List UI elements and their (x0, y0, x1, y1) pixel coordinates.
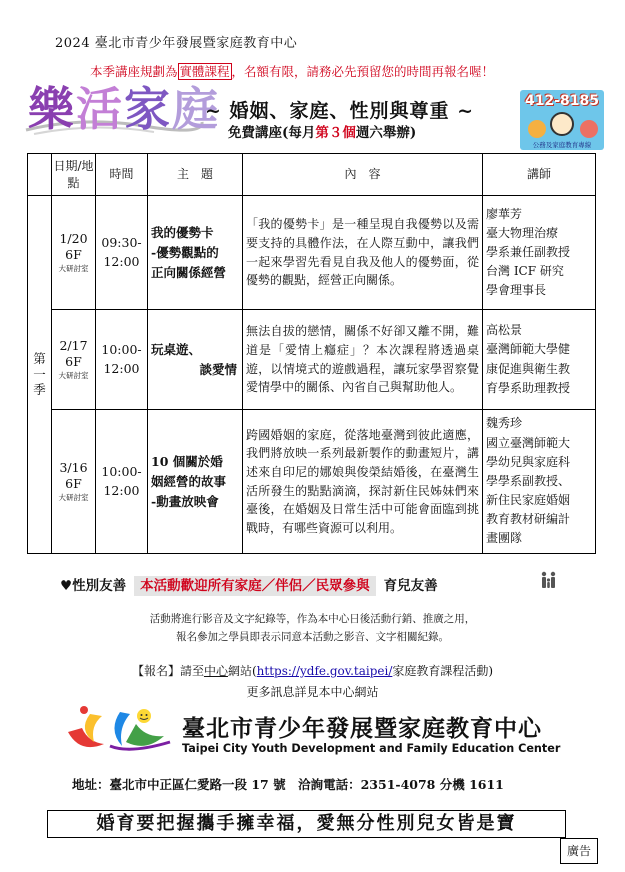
hotline-number: 412-8185 (525, 93, 599, 109)
brand-char-2: 活 (76, 82, 124, 136)
header-season (28, 154, 52, 196)
session-date-cell (52, 196, 96, 310)
table-row (28, 196, 596, 310)
disclaimer-line-1: 活動將進行影音及文字紀錄等，作為本中心日後活動行銷、推廣之用， (149, 613, 476, 625)
register-line-2: 更多訊息詳見本中心網站 (246, 685, 379, 699)
session-topic: 10 個關於婚 姻經營的故事 -動畫放映會 (148, 410, 243, 554)
welcome-highlight: 本活動歡迎所有家庭／伴侶／民眾參與 (134, 576, 376, 596)
session-floor: 6F (65, 354, 82, 370)
family-icon (539, 570, 559, 590)
header-time: 時間 (96, 154, 148, 196)
table-row (28, 410, 596, 554)
session-time-cell (96, 310, 148, 410)
notice-boxed-text: 實體課程 (179, 64, 230, 79)
session-date: 2/17 (59, 337, 88, 353)
header-content: 內 容 (243, 154, 483, 196)
table-header-row (28, 154, 596, 196)
session-lecturer: 魏秀珍 國立臺灣師範大 學幼兒與家庭科 學學系副教授、 新住民家庭婚姻 教育教材研編計 畫團隊 (483, 410, 596, 554)
time-start: 09:30- (101, 235, 142, 251)
session-time-cell (96, 196, 148, 310)
session-topic: 我的優勢卡 -優勢觀點的 正向關係經營 (148, 196, 243, 310)
register-line-1 (0, 661, 625, 682)
disclaimer (0, 610, 625, 647)
center-logo (60, 702, 175, 754)
session-content: 「我的優勢卡」是一種呈現自我優勢以及需要支持的具體作法，在人際互動中，讓我們一起來學習先看見自我及他人的優勢面，從優勢的觀點，經營正向關係。 (243, 196, 483, 310)
session-time-cell (96, 410, 148, 554)
time-start: 10:00- (101, 464, 142, 480)
address-line: 地址：臺北市中正區仁愛路一段 17 號 洽詢電話：2351-4078 分機 1611 (72, 777, 504, 792)
register-before-link: 網站( (227, 664, 257, 678)
cartoon-face-icon (550, 112, 574, 136)
session-date-cell (52, 310, 96, 410)
session-date: 1/20 (59, 230, 88, 246)
cartoon-figure-icon (528, 120, 546, 138)
time-end: 12:00 (103, 253, 140, 269)
session-lecturer: 高松景 臺灣師範大學健 康促進與衛生教 育學系助理教授 (483, 310, 596, 410)
register-after-link: 家庭教育課程活動) (392, 664, 494, 678)
notice-text-after: ，名額有限，請務必先預留您的時間再報名喔！ (231, 64, 495, 79)
session-topic: 玩桌遊、 談愛情 (148, 310, 243, 410)
session-floor: 6F (65, 247, 82, 263)
time-end: 12:00 (103, 482, 140, 498)
session-content: 跨國婚姻的家庭，從落地臺灣到彼此適應，我們將放映一系列最新製作的動畫短片，講述來自印尼的娜娘與俊榮結婚後，在臺灣生活所發生的點點滴滴，探討新住民姊妹們來臺後，在婚姻及日常生活中可能會面臨到挑戰時，有哪些資源可以利用。 (243, 410, 483, 554)
free-lecture-line (228, 121, 416, 141)
brand-char-1: 樂 (28, 82, 76, 136)
notice-text-before: 本季講座規劃為 (90, 64, 178, 79)
register-link[interactable]: https://ydfe.gov.taipei/ (256, 664, 393, 678)
season-label: 第一季 (28, 196, 52, 554)
notice (90, 62, 494, 80)
register-site-word: 中心 (203, 664, 228, 678)
ad-tag: 廣告 (560, 838, 598, 864)
header-date: 日期/地點 (52, 154, 96, 196)
table-row (28, 310, 596, 410)
time-start: 10:00- (101, 342, 142, 358)
brand-char-3: 家 (124, 82, 172, 136)
center-name: 臺北市青少年發展暨家庭教育中心 (182, 716, 542, 742)
hotline-caption: 公務及家庭教育專線 (532, 141, 592, 149)
free-after: 週六舉辦) (355, 125, 417, 141)
parenting-friendly-label: 育兒友善 (383, 578, 438, 594)
free-red: 第３個 (315, 125, 356, 141)
gender-friendly-label: ♥性別友善 (60, 578, 127, 594)
brand-char-4: 庭 (172, 82, 220, 136)
schedule-table (27, 153, 596, 554)
top-title: 2024 臺北市青少年發展暨家庭教育中心 (55, 36, 298, 51)
welcome-line (60, 574, 438, 594)
time-end: 12:00 (103, 360, 140, 376)
session-room: 大研討室 (58, 264, 89, 274)
brand-title (28, 82, 220, 136)
session-content: 無法自拔的戀情，關係不好卻又離不開，難道是「愛情上癮症」？本次課程將透過桌遊，以情境式的遊戲過程，讓玩家學習察覺愛情學中的關係、內省自己與幫助他人。 (243, 310, 483, 410)
session-date: 3/16 (59, 459, 88, 475)
registration-info (0, 661, 625, 703)
session-room: 大研討室 (58, 493, 89, 503)
session-date-cell (52, 410, 96, 554)
header-topic: 主 題 (148, 154, 243, 196)
cartoon-figure-icon (580, 120, 598, 138)
free-before: 免費講座(每月 (228, 125, 316, 141)
session-floor: 6F (65, 476, 82, 492)
header-lecturer: 講師 (483, 154, 596, 196)
center-name-en: Taipei City Youth Development and Family Education Center (182, 742, 561, 755)
subtitle: ~ 婚姻、家庭、性別與尊重 ~ (205, 100, 475, 122)
register-label: 【報名】請至 (131, 664, 204, 678)
hotline-badge (520, 90, 604, 150)
session-room: 大研討室 (58, 371, 89, 381)
slogan-box: 婚育要把握攜手擁幸福，愛無分性別兒女皆是寶 (47, 810, 566, 838)
disclaimer-line-2: 報名參加之學員即表示同意本活動之影音、文字相關紀錄。 (176, 631, 449, 644)
session-lecturer: 廖華芳 臺大物理治療 學系兼任副教授 台灣 ICF 研究 學會理事長 (483, 196, 596, 310)
